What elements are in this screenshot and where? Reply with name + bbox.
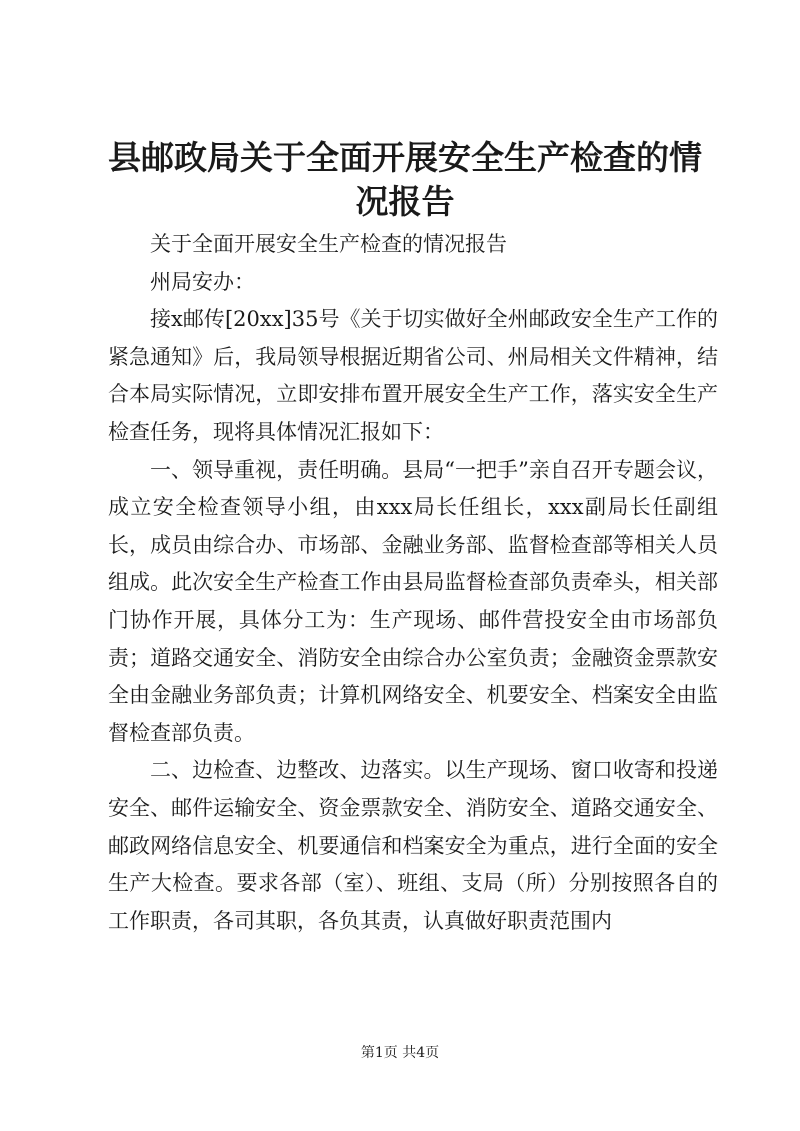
salutation-paragraph: 州局安办： xyxy=(150,269,255,294)
intro-paragraph: 接x邮传[20xx]35号《关于切实做好全州邮政安全生产工作的紧急通知》后，我局领导根据近期省公司、州局相关文件精神，结合本局实际情况，立即安排布置开展安全生产工作，落实安全生产检查任务，现将具体情况汇报如下： xyxy=(108,307,718,444)
document-body xyxy=(108,226,718,940)
subtitle-paragraph: 关于全面开展安全生产检查的情况报告 xyxy=(150,232,507,256)
page-footer: 第1页 共4页 xyxy=(360,1045,440,1061)
document-title: 县邮政局关于全面开展安全生产检查的情况报告 xyxy=(108,138,702,221)
section-one-paragraph: 一、领导重视，责任明确。县局“一把手”亲自召开专题会议，成立安全检查领导小组，由xxx局长任组长，xxx副局长任副组长，成员由综合办、市场部、金融业务部、监督检查部等相关人员组成。此次安全生产检查工作由县局监督检查部负责牵头，相关部门协作开展，具体分工为：生产现场、邮件营投安全由市场部负责；道路交通安全、消防安全由综合办公室负责；金融资金票款安全由金融业务部负责；计算机网络安全、机要安全、档案安全由监督检查部负责。 xyxy=(108,457,718,745)
section-two-paragraph: 二、边检查、边整改、边落实。以生产现场、窗口收寄和投递安全、邮件运输安全、资金票款安全、消防安全、道路交通安全、邮政网络信息安全、机要通信和档案安全为重点，进行全面的安全生产大检查。要求各部（室）、班组、支局（所）分别按照各自的工作职责，各司其职，各负其责，认真做好职责范围内 xyxy=(108,758,718,933)
